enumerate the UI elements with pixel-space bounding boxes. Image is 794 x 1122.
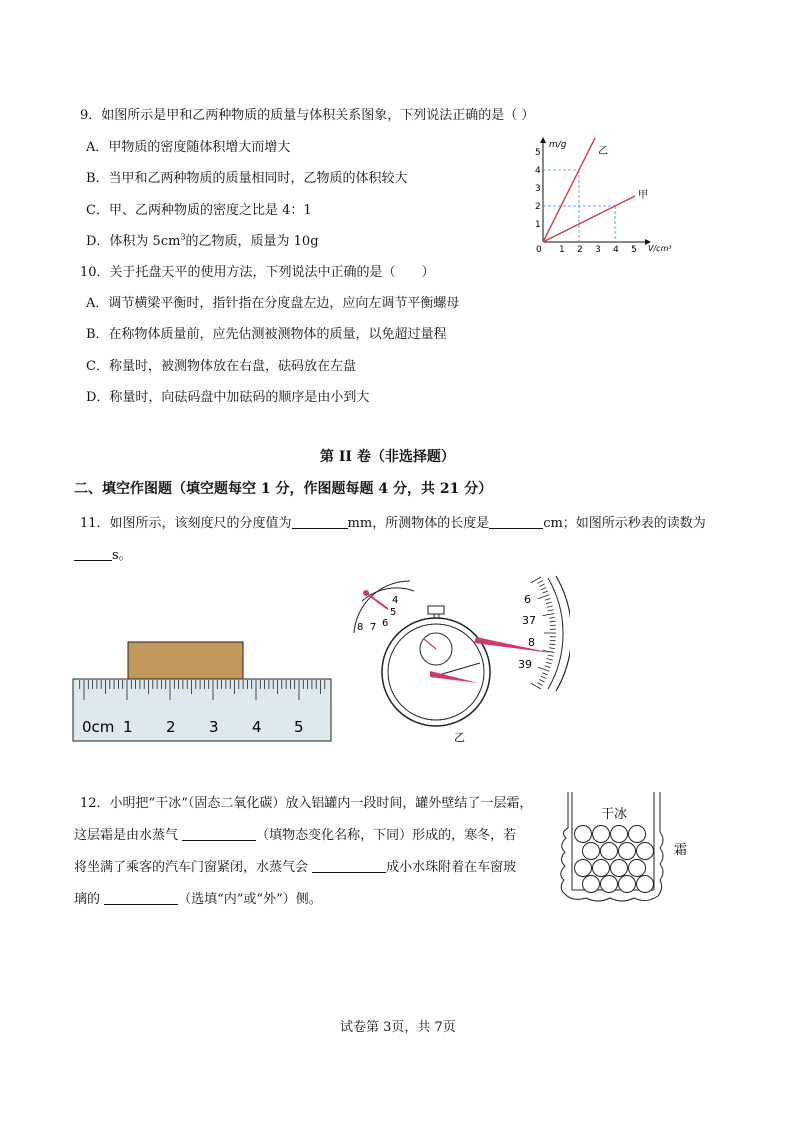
section-title: 第 II 卷（非选择题） xyxy=(320,449,455,465)
small-dial-4: 4 xyxy=(392,595,399,606)
small-dial-5: 5 xyxy=(390,607,397,618)
q10-stem: 10．关于托盘天平的使用方法，下列说法中正确的是（ ） xyxy=(80,265,435,280)
section-heading: 二、填空作图题（填空题每空 1 分，作图题每题 4 分，共 21 分） xyxy=(74,481,493,497)
ruler-label-0: 0cm xyxy=(82,718,115,736)
q12-blank-3[interactable] xyxy=(104,892,178,905)
dry-ice-balls xyxy=(575,826,654,893)
x-tick-2: 2 xyxy=(577,245,583,255)
stopwatch-caption: 乙 xyxy=(454,731,465,744)
q11-blank-2[interactable] xyxy=(489,516,543,529)
small-dial-6: 6 xyxy=(382,618,389,629)
line-jia xyxy=(543,196,635,242)
q10-option-b: B．在称物体质量前，应先估测被测物体的质量，以免超过量程 xyxy=(86,327,447,342)
q9-option-d-text: D．体积为 5cm xyxy=(86,234,181,249)
ruler-label-4: 4 xyxy=(252,718,262,736)
ruler-label-1: 1 xyxy=(123,718,133,736)
canister-top-label: 干冰 xyxy=(601,807,628,822)
q9-option-c: C．甲、乙两种物质的密度之比是 4：1 xyxy=(86,203,312,218)
scale-label-6: 6 xyxy=(524,593,531,606)
y-axis-label: m/g xyxy=(549,140,567,150)
page-footer: 试卷第 3页，共 7页 xyxy=(340,1020,456,1035)
ruler-figure xyxy=(72,640,334,744)
q12-line3a: 将坐满了乘客的汽车门窗紧闭，水蒸气会 xyxy=(74,860,313,875)
q9-stem: 9．如图所示是甲和乙两种物质的质量与体积关系图象，下列说法正确的是（ ） xyxy=(80,108,535,123)
q10-option-c: C．称量时，被测物体放在右盘，砝码放在左盘 xyxy=(86,359,356,374)
q12-line3b: 成小水珠附着在车窗玻 xyxy=(386,860,517,875)
q10-option-a: A．调节横梁平衡时，指针指在分度盘左边，应向左调节平衡螺母 xyxy=(86,296,460,311)
x-tick-4: 4 xyxy=(613,245,619,255)
y-tick-5: 5 xyxy=(535,148,541,158)
stopwatch-figure xyxy=(352,573,570,745)
scale-label-37: 37 xyxy=(522,614,536,627)
q9-option-d xyxy=(86,230,319,249)
q11-blank-3[interactable] xyxy=(74,548,112,561)
mass-volume-graph xyxy=(528,130,678,255)
q11-part1: 11．如图所示，该刻度尺的分度值为 xyxy=(80,516,292,531)
q12-line3 xyxy=(74,856,516,875)
measured-block xyxy=(128,642,243,679)
q11-part3: cm；如图所示秒表的读数为 xyxy=(543,516,706,531)
ruler-label-3: 3 xyxy=(209,718,219,736)
q9-option-a: A．甲物质的密度随体积增大而增大 xyxy=(86,140,291,155)
q12-line4b: （选填“内”或“外”）侧。 xyxy=(178,892,322,907)
line-jia-label: 甲 xyxy=(638,190,648,201)
y-tick-3: 3 xyxy=(535,184,541,194)
small-dial-8: 8 xyxy=(357,622,364,633)
q12-line2b: （填物态变化名称，下同）形成的，寒冬，若 xyxy=(256,828,517,843)
line-yi xyxy=(543,138,595,242)
q11-part4: s。 xyxy=(112,548,132,563)
q12-line1: 12．小明把“干冰”（固态二氧化碳）放入铝罐内一段时间，罐外壁结了一层霜， xyxy=(80,796,533,811)
y-tick-4: 4 xyxy=(535,166,541,176)
x-tick-5: 5 xyxy=(631,245,637,255)
origin-label: 0 xyxy=(536,245,542,255)
ruler-label-5: 5 xyxy=(294,718,304,736)
ruler-label-2: 2 xyxy=(166,718,176,736)
x-tick-3: 3 xyxy=(595,245,601,255)
x-axis-label: V/cm³ xyxy=(648,244,672,253)
q9-option-b: B．当甲和乙两种物质的质量相同时，乙物质的体积较大 xyxy=(86,171,408,186)
q10-option-d: D．称量时，向砝码盘中加砝码的顺序是由小到大 xyxy=(86,390,370,405)
x-tick-1: 1 xyxy=(559,245,565,255)
small-dial-7: 7 xyxy=(370,622,377,633)
line-yi-label: 乙 xyxy=(598,146,608,157)
scale-label-39: 39 xyxy=(518,658,532,671)
y-tick-1: 1 xyxy=(535,220,541,230)
q11-part2: mm，所测物体的长度是 xyxy=(347,516,490,531)
q12-blank-2[interactable] xyxy=(312,860,386,873)
q11-blank-1[interactable] xyxy=(292,516,348,529)
q12-line2a: 这层霜是由水蒸气 xyxy=(74,828,183,843)
q11-line1 xyxy=(80,512,706,531)
scale-label-8: 8 xyxy=(528,636,535,649)
q11-line2 xyxy=(74,544,132,563)
q9-option-d-tail: 的乙物质，质量为 10g xyxy=(185,234,319,249)
dry-ice-canister xyxy=(550,790,700,910)
q12-blank-1[interactable] xyxy=(182,828,256,841)
q12-line2 xyxy=(74,824,516,843)
y-tick-2: 2 xyxy=(535,202,541,212)
canister-side-label: 霜 xyxy=(674,843,688,858)
big-scale-ticks xyxy=(531,577,556,689)
q12-line4 xyxy=(74,888,322,907)
q9-option-d-sup: 3 xyxy=(180,232,186,242)
q12-line4a: 璃的 xyxy=(74,892,105,907)
